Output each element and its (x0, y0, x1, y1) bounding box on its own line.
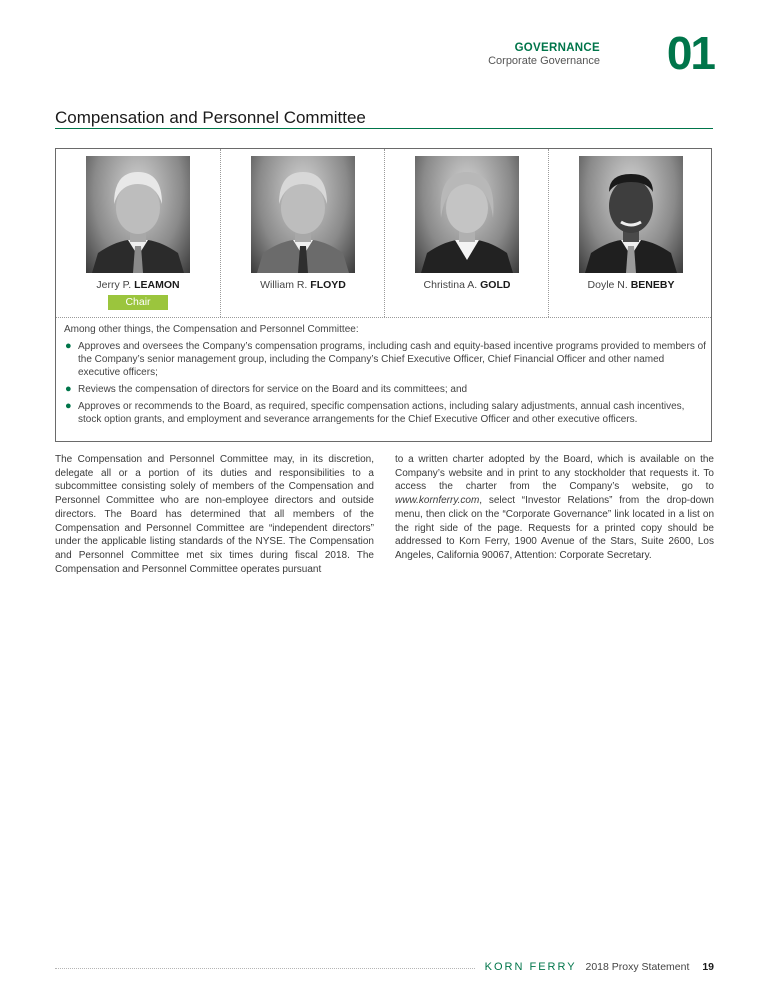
brand-logo: KORN FERRY (484, 961, 577, 973)
duty-text: Approves and oversees the Company’s compensation programs, including cash and equity-based incentive programs provided to members of the Company’s senior management group, including the Company’s Chief Executive Officer, Chief Financial Officer and other named executive officers; (78, 341, 706, 378)
list-item (64, 383, 708, 396)
member-last-name: GOLD (480, 279, 511, 291)
member-card (220, 149, 385, 317)
section-kicker: GOVERNANCE (514, 42, 600, 54)
portrait-photo (579, 156, 683, 273)
portrait-photo (415, 156, 519, 273)
list-item (64, 340, 708, 379)
member-photo (415, 156, 519, 273)
website-link[interactable]: www.kornferry.com (395, 495, 480, 507)
list-item (64, 400, 708, 426)
section-subtitle: Corporate Governance (488, 55, 600, 67)
member-photo (251, 156, 355, 273)
box-divider (56, 317, 711, 318)
member-name (221, 279, 385, 291)
page-footer (485, 961, 714, 973)
page-number: 19 (702, 961, 714, 973)
section-header-text (488, 42, 600, 68)
duty-text: Approves or recommends to the Board, as required, specific compensation actions, including salary adjustments, annual cash incentives, stock option grants, and employment and severance arrangements for the Chief Executive Officer and other executive officers. (78, 401, 685, 425)
portrait-photo (251, 156, 355, 273)
member-last-name: BENEBY (630, 279, 675, 291)
section-number: 01 (666, 27, 714, 79)
member-card (548, 149, 713, 317)
member-card (56, 149, 220, 317)
body-text-right-part1: to a written charter adopted by the Board, which is available on the Company’s website and in print to any stockholder that requests it. To access the charter from the Company’s website, go to (395, 454, 714, 493)
page-title: Compensation and Personnel Committee (55, 108, 366, 127)
member-first-name: Doyle N. (587, 279, 628, 291)
body-text-right (395, 453, 714, 563)
document-title: 2018 Proxy Statement (585, 961, 690, 973)
bullet-icon: ● (65, 383, 72, 395)
duties-list (64, 340, 708, 430)
member-name (56, 279, 220, 291)
member-name (385, 279, 549, 291)
committee-box (55, 148, 712, 442)
portrait-photo (86, 156, 190, 273)
member-last-name: LEAMON (134, 279, 180, 291)
member-photo (579, 156, 683, 273)
member-first-name: Christina A. (423, 279, 478, 291)
member-last-name: FLOYD (310, 279, 346, 291)
chair-badge: Chair (108, 295, 168, 310)
bullet-icon: ● (65, 400, 72, 412)
member-card (384, 149, 549, 317)
member-name (549, 279, 713, 291)
footer-rule (55, 968, 475, 969)
title-rule (55, 128, 713, 129)
member-photo (86, 156, 190, 273)
body-text-right-part2: , select “Investor Relations” from the drop-down menu, then click on the “Corporate Governance” link located in a list on the right side of the page. Requests for a printed copy should be addressed to Korn Ferry, 1900 Avenue of the Stars, Suite 2600, Los Angeles, California 90067, Attention: Corporate Secretary. (395, 495, 714, 561)
duty-text: Reviews the compensation of directors for service on the Board and its committees; and (78, 384, 468, 395)
bullet-icon: ● (65, 340, 72, 352)
body-text-left: The Compensation and Personnel Committee may, in its discretion, delegate all or a portion of its duties and responsibilities to a subcommittee consisting solely of members of the Compensation and Personnel Committee who are non-employee directors and outside directors. The Board has determined that all members of the Compensation and Personnel Committee are “independent directors” under the applicable listing standards of the NYSE. The Compensation and Personnel Committee met six times during fiscal 2018. The Compensation and Personnel Committee operates pursuant (55, 454, 374, 575)
committee-intro: Among other things, the Compensation and Personnel Committee: (64, 324, 359, 335)
member-first-name: Jerry P. (96, 279, 132, 291)
member-row (56, 149, 711, 317)
member-first-name: William R. (260, 279, 308, 291)
